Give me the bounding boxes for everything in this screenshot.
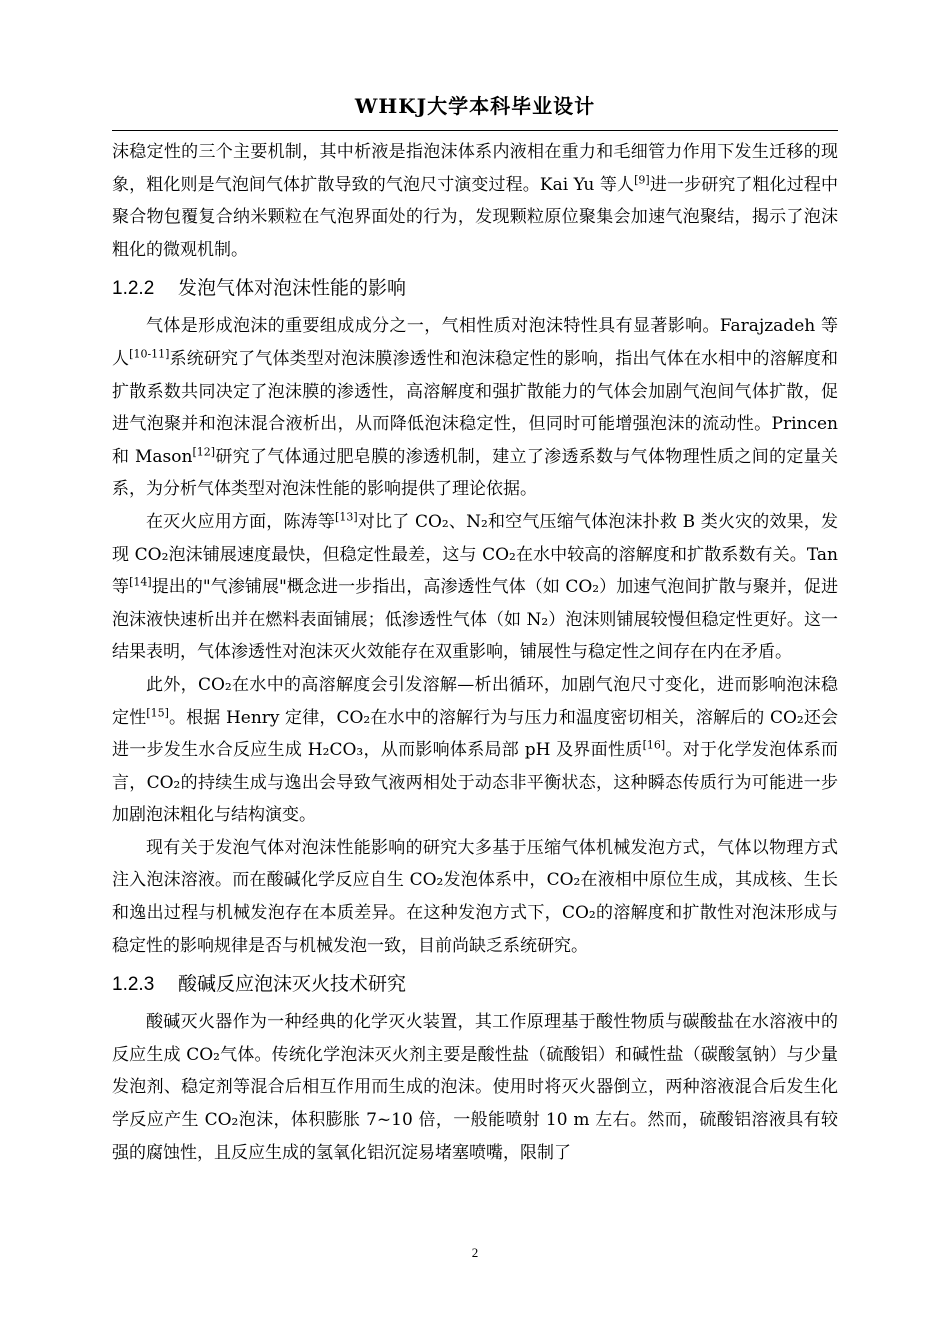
citation-marker: [16] [642, 738, 666, 752]
citation-marker: [15] [146, 705, 169, 719]
citation-marker: [13] [335, 510, 358, 524]
section-number: 1.2.2 [112, 278, 155, 300]
body-paragraph: 沫稳定性的三个主要机制，其中析液是指泡沫体系内液相在重力和毛细管力作用下发生迁移的现象，粗化则是气泡间气体扩散导致的气泡尺寸演变过程。Kai Yu 等人[9]进一步研究了粗化过程中聚合物包覆复合纳米颗粒在气泡界面处的行为，发现颗粒原位聚集会加速气泡聚结，揭示了泡沫粗化的微观机制。 [112, 142, 839, 260]
body-paragraph: 酸碱灭火器作为一种经典的化学灭火装置，其工作原理基于酸性物质与碳酸盐在水溶液中的反应生成 CO₂气体。传统化学泡沫灭火剂主要是酸性盐（硫酸铝）和碱性盐（碳酸氢钠）与少量发泡剂、稳定剂等混合后相互作用而生成的泡沫。使用时将灭火器倒立，两种溶液混合后发生化学反应产生 CO₂泡沫，体积膨胀 7~10 倍，一般能喷射 10 m 左右。然而，硫酸铝溶液具有较强的腐蚀性，且反应生成的氢氧化铝沉淀易堵塞喷嘴，限制了 [112, 1012, 838, 1163]
body-paragraph: 在灭火应用方面，陈涛等[13]对比了 CO₂、N₂和空气压缩气体泡沫扑救 B 类火灾的效果，发现 CO₂泡沫铺展速度最快，但稳定性最差，这与 CO₂在水中较高的溶解度和扩散系数有关。Tan 等[14]提出的"气渗铺展"概念进一步指出，高渗透性气体（如 CO₂）加速气泡间扩散与聚并，促进泡沫液快速析出并在燃料表面铺展；低渗透性气体（如 N₂）泡沫则铺展较慢但稳定性更好。这一结果表明，气体渗透性对泡沫灭火效能存在双重影响，铺展性与稳定性之间存在内在矛盾。 [112, 510, 838, 663]
section-number: 1.2.3 [112, 974, 155, 996]
document-body [112, 136, 838, 1169]
body-paragraph: 气体是形成泡沫的重要组成成分之一，气相性质对泡沫特性具有显著影响。Farajzadeh 等人[10-11]系统研究了气体类型对泡沫膜渗透性和泡沫稳定性的影响，指出气体在水相中的溶解度和扩散系数共同决定了泡沫膜的渗透性，高溶解度和强扩散能力的气体会加剧气泡间气体扩散，促进气泡聚并和泡沫混合液析出，从而降低泡沫稳定性，但同时可能增强泡沫的流动性。Princen 和 Mason[12]研究了气体通过肥皂膜的渗透机制，建立了渗透系数与气体物理性质之间的定量关系，为分析气体类型对泡沫性能的影响提供了理论依据。 [112, 316, 839, 500]
section-heading [112, 266, 838, 310]
section-title: 酸碱反应泡沫灭火技术研究 [178, 973, 407, 996]
page-header-title: WHKJ大学本科毕业设计 [354, 94, 596, 118]
citation-marker: [9] [634, 172, 650, 186]
page-number: 2 [471, 1245, 479, 1260]
citation-marker: [12] [192, 445, 216, 459]
header-divider [112, 130, 838, 131]
citation-marker: [10-11] [129, 347, 170, 361]
section-heading [112, 962, 838, 1006]
body-paragraph: 现有关于发泡气体对泡沫性能影响的研究大多基于压缩气体机械发泡方式，气体以物理方式注入泡沫溶液。而在酸碱化学反应自生 CO₂发泡体系中，CO₂在液相中原位生成，其成核、生长和逸出过程与机械发泡存在本质差异。在这种发泡方式下，CO₂的溶解度和扩散性对泡沫形成与稳定性的影响规律是否与机械发泡一致，目前尚缺乏系统研究。 [112, 837, 838, 956]
body-paragraph: 此外，CO₂在水中的高溶解度会引发溶解—析出循环，加剧气泡尺寸变化，进而影响泡沫稳定性[15]。根据 Henry 定律，CO₂在水中的溶解行为与压力和温度密切相关，溶解后的 CO₂还会进一步发生水合反应生成 H₂CO₃，从而影响体系局部 pH 及界面性质[16]。对于化学发泡体系而言，CO₂的持续生成与逸出会导致气液两相处于动态非平衡状态，这种瞬态传质行为可能进一步加剧泡沫粗化与结构演变。 [112, 674, 839, 826]
citation-marker: [14] [129, 575, 152, 589]
section-title: 发泡气体对泡沫性能的影响 [178, 277, 407, 300]
